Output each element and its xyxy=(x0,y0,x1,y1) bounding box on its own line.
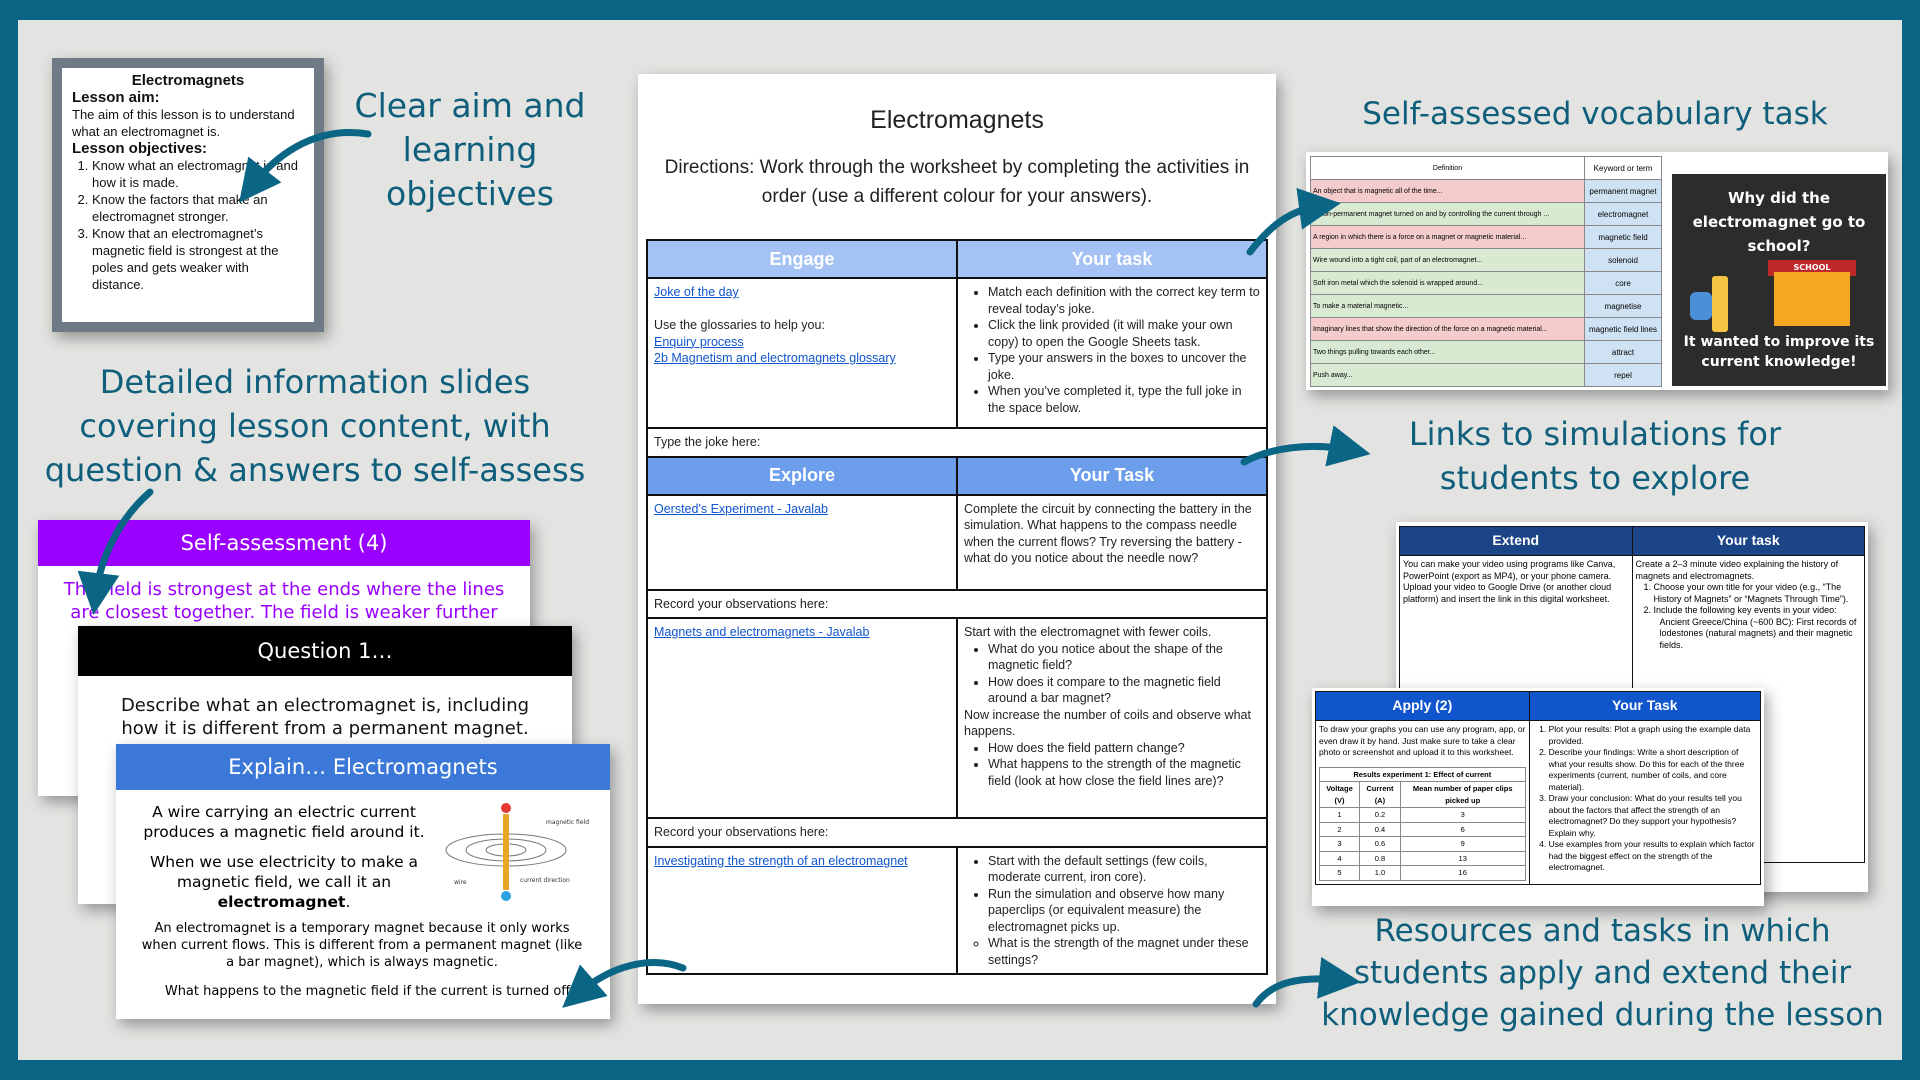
explain-title: Explain… Electromagnets xyxy=(116,744,610,790)
callout-resources: Resources and tasks in which students apply and extend their knowledge gained during the lesson xyxy=(1321,913,1884,1033)
svg-text:current direction: current direction xyxy=(520,877,570,884)
explore-header: Explore xyxy=(647,457,957,495)
apply-header: Apply (2) xyxy=(1316,692,1530,721)
engage-task-item: • When you’ve completed it, type the full joke in the space below. xyxy=(988,383,1260,416)
joke-answer: It wanted to improve its current knowledge! xyxy=(1683,334,1875,370)
explain-question: What happens to the magnetic field if the current is turned off? xyxy=(164,984,578,999)
callout-slides: Detailed information slides covering lesson content, with question & answers to self-assess xyxy=(44,363,586,489)
arrow-vocab-icon xyxy=(1250,206,1320,252)
arrow-explain-icon xyxy=(578,963,683,994)
question-title: Question 1… xyxy=(78,626,572,676)
results-cell: 16 xyxy=(1400,866,1525,881)
vocab-definition: An object that is magnetic all of the time... xyxy=(1311,180,1585,203)
engage-task-header: Your task xyxy=(957,240,1267,278)
vocab-definition: A region in which there is a force on a magnet or magnetic material... xyxy=(1311,226,1585,249)
apply-step: 3. Draw your conclusion: What do your results tell you about the factors that affect the strength of an electromagnet? Do they support your hypothesis? Explain why. xyxy=(1549,793,1757,839)
vocab-definition: A non-permanent magnet turned on and by controlling the current through ... xyxy=(1311,203,1585,226)
sim3-question: ◦ What is the strength of the magnet under these settings? xyxy=(988,935,1260,968)
sim2-intro: Start with the electromagnet with fewer coils. xyxy=(964,625,1212,639)
definition-header: Definition xyxy=(1311,157,1585,180)
enquiry-process-link[interactable]: Enquiry process xyxy=(654,334,744,349)
apply-step: 2. Describe your findings: Write a short description of what your results show. Do this for each of the three experiments (current, number of coils, and core material). xyxy=(1549,747,1757,793)
results-cell: 0.8 xyxy=(1359,851,1400,866)
magnets-simulation-link[interactable]: Magnets and electromagnets - Javalab xyxy=(654,625,870,639)
sim3-step: • Run the simulation and observe how many paperclips (or equivalent measure) the electromagnet picks up. xyxy=(988,886,1260,936)
glossary-link[interactable]: 2b Magnetism and electromagnets glossary xyxy=(654,351,896,365)
results-cell: 5 xyxy=(1320,866,1360,881)
vocab-keyword-cell[interactable]: permanent magnet xyxy=(1585,180,1662,203)
self-assessment-title: Self-assessment (4) xyxy=(38,520,530,566)
vocab-definition: Two things pulling towards each other... xyxy=(1311,341,1585,364)
extend-substep: Ancient Greece/China (~600 BC): First records of lodestones (natural magnets) and their magnetic fields. xyxy=(1659,616,1857,650)
vocab-definition: Push away... xyxy=(1311,364,1585,387)
extend-text: Upload your video to Google Drive (or another cloud platform) and insert the link in this digital worksheet. xyxy=(1403,582,1612,604)
question-body: Describe what an electromagnet is, including how it is different from a permanent magnet. xyxy=(120,695,530,739)
callout-links: Links to simulations for students to explore xyxy=(1408,415,1782,497)
extend-step: 1. Choose your own title for your video (e.g., “The History of Magnets” or “Magnets Through Time”). xyxy=(1654,582,1862,605)
explore-task-header: Your Task xyxy=(957,457,1267,495)
aim-slide-title: Electromagnets xyxy=(131,72,245,89)
strength-simulation-link[interactable]: Investigating the strength of an electromagnet xyxy=(654,853,908,868)
sim2-mid: Now increase the number of coils and observe what happens. xyxy=(964,707,1251,738)
extend-task-header: Your task xyxy=(1632,527,1865,556)
results-cell: 0.2 xyxy=(1359,808,1400,823)
vocab-keyword-cell[interactable]: electromagnet xyxy=(1585,203,1662,226)
results-cell: 13 xyxy=(1400,851,1525,866)
apply-step: 4. Use examples from your results to explain which factor had the biggest effect on the strength of the electromagnet. xyxy=(1549,839,1757,874)
self-assessment-body: The field is strongest at the ends where the lines are closest together. The field is weaker further xyxy=(63,579,505,623)
engage-task-item: • Match each definition with the correct key term to reveal today’s joke. xyxy=(988,284,1260,317)
sim3-step: • Start with the default settings (few coils, moderate current, iron core). xyxy=(988,853,1260,886)
results-cell: 1 xyxy=(1320,808,1360,823)
joke-of-the-day-link[interactable]: Joke of the day xyxy=(654,285,739,299)
engage-header: Engage xyxy=(647,240,957,278)
vocab-keyword-cell[interactable]: solenoid xyxy=(1585,249,1662,272)
results-cell: 3 xyxy=(1320,837,1360,852)
extend-step: 2. Include the following key events in your video: xyxy=(1654,605,1862,617)
apply-instructions: To draw your graphs you can use any program, app, or even draw it by hand. Just make sure to take a clear photo or screenshot and upload it to this worksheet. xyxy=(1319,724,1526,757)
results-cell: 3 xyxy=(1400,808,1525,823)
explain-text: When we use electricity to make a magnetic field, we call it an xyxy=(149,853,419,891)
results-cell: 4 xyxy=(1320,851,1360,866)
arrow-slides-icon xyxy=(96,492,150,594)
joke-question: Why did the electromagnet go to school? xyxy=(1692,189,1866,255)
vocab-keyword-cell[interactable]: magnetic field lines xyxy=(1585,318,1662,341)
results-cell: 0.4 xyxy=(1359,822,1400,837)
results-title: Results experiment 1: Effect of current xyxy=(1320,767,1526,782)
arrow-aim-icon xyxy=(252,132,368,186)
aim-text: The aim of this lesson is to understand what an electromagnet is. xyxy=(72,107,295,139)
results-col-header: Current (A) xyxy=(1359,782,1400,808)
results-col-header: Mean number of paper clips picked up xyxy=(1400,782,1525,808)
sim2-question: • What do you notice about the shape of the magnetic field? xyxy=(988,641,1260,674)
engage-task-item: • Click the link provided (it will make your own copy) to open the Google Sheets task. xyxy=(988,317,1260,350)
engage-task-item: • Type your answers in the boxes to uncover the joke. xyxy=(988,350,1260,383)
school-sign: SCHOOL xyxy=(1768,260,1856,276)
explain-paragraph: When we use electricity to make a magnetic field, we call it an electromagnet. xyxy=(149,853,419,911)
glossary-intro: Use the glossaries to help you: xyxy=(654,318,825,332)
explain-bold-term: electromagnet xyxy=(217,893,346,911)
results-col-header: Voltage (V) xyxy=(1320,782,1360,808)
callout-vocab: Self-assessed vocabulary task xyxy=(1362,96,1828,132)
sim2-question: • How does the field pattern change? xyxy=(988,740,1260,757)
vocab-keyword-cell[interactable]: attract xyxy=(1585,341,1662,364)
joke-answer-field[interactable]: Type the joke here: xyxy=(647,428,1267,457)
observations-field-2[interactable]: Record your observations here: xyxy=(647,818,1267,847)
arrow-resources-icon xyxy=(1256,979,1340,1004)
vocab-definition: Soft iron metal which the solenoid is wrapped around... xyxy=(1311,272,1585,295)
observations-field-1[interactable]: Record your observations here: xyxy=(647,590,1267,619)
explain-paragraph: An electromagnet is a temporary magnet because it only works when current flows. This is different from a permanent magnet (like a bar magnet), which is always magnetic. xyxy=(141,921,583,970)
sim2-question: • What happens to the strength of the magnetic field (look at how close the field lines are)? xyxy=(988,756,1260,789)
results-cell: 2 xyxy=(1320,822,1360,837)
svg-text:magnetic field: magnetic field xyxy=(546,819,589,826)
extend-intro: Create a 2–3 minute video explaining the history of magnets and electromagnets. xyxy=(1635,559,1839,581)
aim-label: Lesson aim: xyxy=(72,89,160,106)
vocab-definition: To make a material magnetic... xyxy=(1311,295,1585,318)
sim2-question: • How does it compare to the magnetic field around a bar magnet? xyxy=(988,674,1260,707)
vocab-keyword-cell[interactable]: magnetise xyxy=(1585,295,1662,318)
apply-step: 1. Plot your results: Plot a graph using the example data provided. xyxy=(1549,724,1757,747)
vocab-keyword-cell[interactable]: magnetic field xyxy=(1585,226,1662,249)
callout-aim: Clear aim and learning objectives xyxy=(354,86,586,213)
objective-item: 3. Know that an electromagnet’s magnetic field is strongest at the poles and gets weaker with distance. xyxy=(92,225,304,293)
sim1-task: Complete the circuit by connecting the battery in the simulation. What happens to the compass needle when the current flows? Try reversing the battery - what do you notice about the needle now? xyxy=(957,495,1267,590)
objectives-label: Lesson objectives: xyxy=(72,140,208,157)
vocab-keyword-cell[interactable]: core xyxy=(1585,272,1662,295)
extend-header: Extend xyxy=(1400,527,1633,556)
vocab-keyword-cell[interactable]: repel xyxy=(1585,364,1662,387)
arrow-links-icon xyxy=(1244,446,1350,462)
oersted-simulation-link[interactable]: Oersted's Experiment - Javalab xyxy=(654,501,828,516)
objective-item: 1. Know what an electromagnet is and how it is made. xyxy=(92,157,304,191)
objective-item: 2. Know the factors that make an electromagnet stronger. xyxy=(92,191,304,225)
vocab-definition: Wire wound into a tight coil, part of an electromagnet... xyxy=(1311,249,1585,272)
worksheet-directions: Directions: Work through the worksheet by completing the activities in order (use a different colour for your answers). xyxy=(664,157,1250,207)
results-cell: 9 xyxy=(1400,837,1525,852)
svg-text:wire: wire xyxy=(454,879,467,886)
worksheet-title: Electromagnets xyxy=(870,106,1044,134)
results-cell: 6 xyxy=(1400,822,1525,837)
results-cell: 0.6 xyxy=(1359,837,1400,852)
vocab-definition: Imaginary lines that show the direction of the force on a magnetic material... xyxy=(1311,318,1585,341)
explain-paragraph: A wire carrying an electric current produces a magnetic field around it. xyxy=(143,803,425,841)
apply-task-header: Your Task xyxy=(1529,692,1760,721)
results-cell: 1.0 xyxy=(1359,866,1400,881)
keyword-header: Keyword or term xyxy=(1585,157,1662,180)
extend-text: You can make your video using programs like Canva, PowerPoint (export as MP4), or your phone camera. xyxy=(1403,559,1616,581)
